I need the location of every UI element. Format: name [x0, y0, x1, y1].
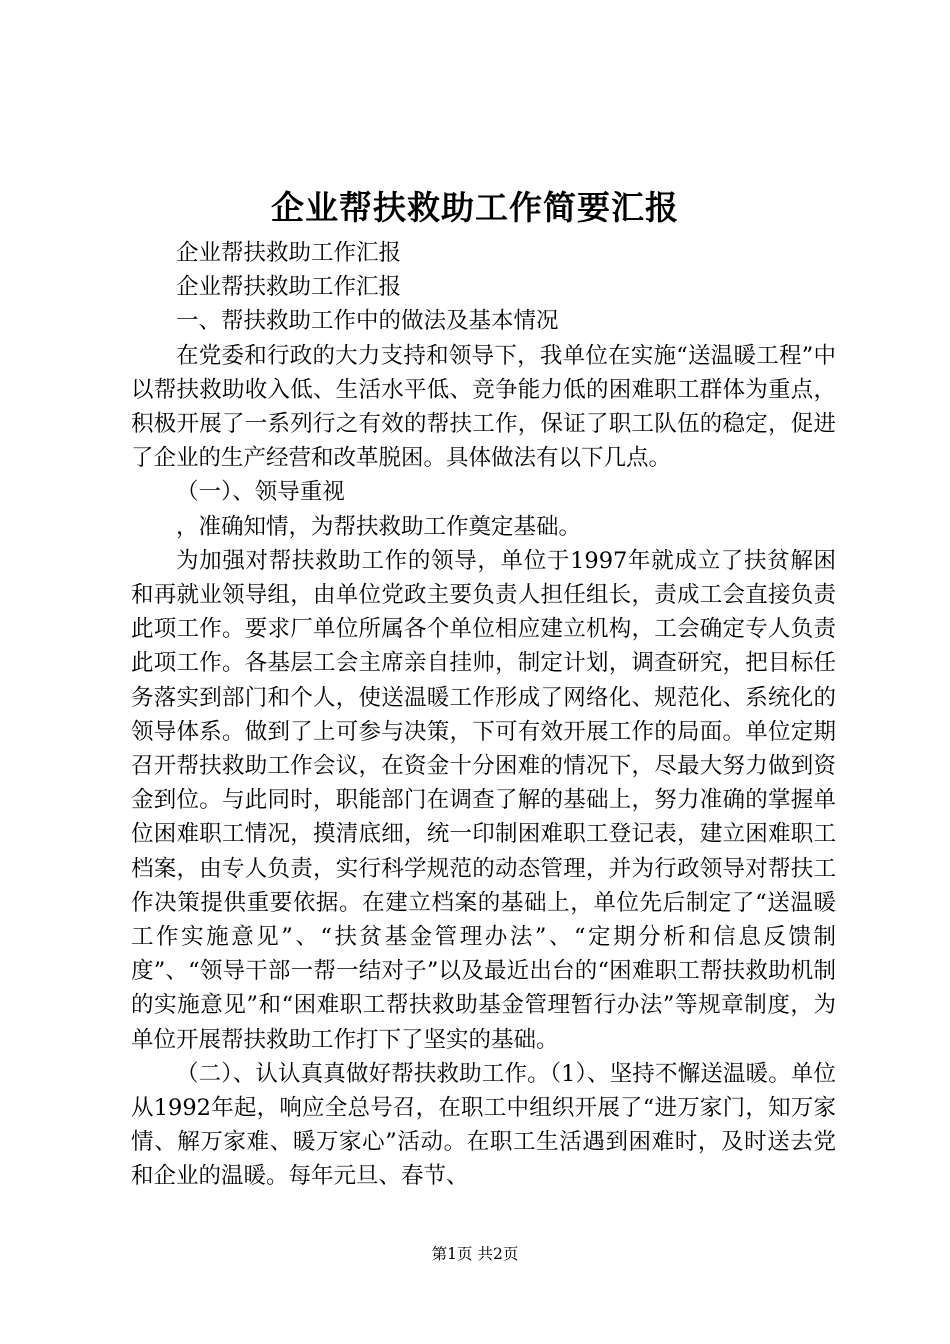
paragraph-leadership: 为加强对帮扶救助工作的领导，单位于1997年就成立了扶贫解困和再就业领导组，由单位党政主要负责人担任组长，责成工会直接负责此项工作。要求厂单位所属各个单位相应建立机构，工会确定专人负责此项工作。各基层工会主席亲自挂帅，制定计划，调查研究，把目标任务落实到部门和个人，使送温暖工作形成了网络化、规范化、系统化的领导体系。做到了上可参与决策，下可有效开展工作的局面。单位定期召开帮扶救助工作会议，在资金十分困难的情况下，尽最大努力做到资金到位。与此同时，职能部门在调查了解的基础上，努力准确的掌握单位困难职工情况，摸清底细，统一印制困难职工登记表，建立困难职工档案，由专人负责，实行科学规范的动态管理，并为行政领导对帮扶工作决策提供重要依据。在建立档案的基础上，单位先后制定了“送温暖工作实施意见”、“扶贫基金管理办法”、“定期分析和信息反馈制度”、“领导干部一帮一结对子”以及最近出台的“困难职工帮扶救助机制的实施意见”和“困难职工帮扶救助基金管理暂行办法”等规章制度，为单位开展帮扶救助工作打下了坚实的基础。	[131, 547, 836, 1053]
paragraph-subtitle-1: 企业帮扶救助工作汇报	[176, 240, 402, 266]
section-heading-1: 一、帮扶救助工作中的做法及基本情况	[176, 308, 559, 335]
paragraph-continuation: ，准确知情，为帮扶救助工作奠定基础。	[176, 513, 582, 540]
document-title: 企业帮扶救助工作简要汇报	[271, 188, 679, 227]
paragraph-subtitle-2: 企业帮扶救助工作汇报	[176, 274, 402, 301]
page-number-footer: 第1页 共2页	[431, 1245, 519, 1263]
paragraph-intro: 在党委和行政的大力支持和领导下，我单位在实施“送温暖工程”中以帮扶救助收入低、生活水平低、竞争能力低的困难职工群体为重点，积极开展了一系列行之有效的帮扶工作，保证了职工队伍的稳定，促进了企业的生产经营和改革脱困。具体做法有以下几点。	[131, 342, 836, 472]
paragraph-assistance: （二）、认认真真做好帮扶救助工作。（1）、坚持不懈送温暖。单位从1992年起，响应全总号召，在职工中组织开展了“进万家门，知万家情、解万家难、暖万家心”活动。在职工生活遇到困难时，及时送去党和企业的温暖。每年元旦、春节、	[131, 1060, 836, 1190]
subsection-heading-1: （一）、领导重视	[176, 479, 345, 506]
document-body	[131, 236, 836, 1194]
